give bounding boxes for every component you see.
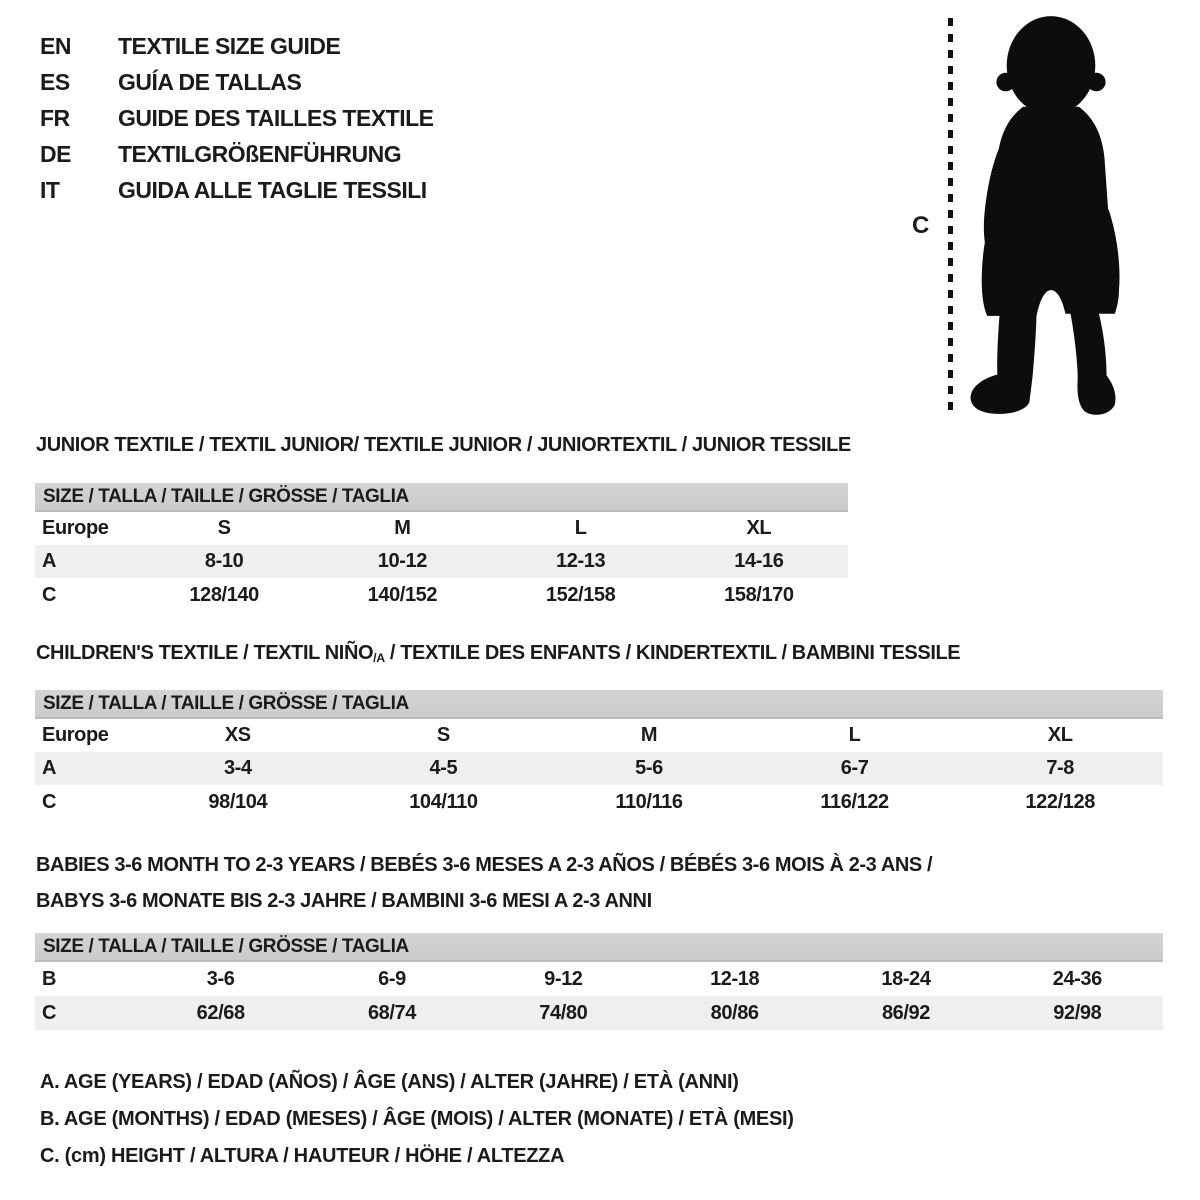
table-cell: 98/104 bbox=[208, 790, 268, 813]
table-cell: 62/68 bbox=[196, 1001, 245, 1024]
table-cell: 158/170 bbox=[724, 583, 794, 606]
table-cell: L bbox=[574, 517, 587, 539]
language-title: TEXTILE SIZE GUIDE bbox=[118, 33, 341, 59]
legend-item: A. AGE (YEARS) / EDAD (AÑOS) / ÂGE (ANS) / ALTER (JAHRE) / ETÀ (ANNI) bbox=[40, 1071, 739, 1093]
row-label: C bbox=[42, 583, 57, 606]
children-size-header: SIZE / TALLA / TAILLE / GRÖSSE / TAGLIA bbox=[35, 690, 1163, 719]
table-cell: 5-6 bbox=[635, 757, 663, 779]
table-cell: S bbox=[436, 724, 450, 746]
height-measure-label: C bbox=[912, 212, 929, 239]
toddler-silhouette-image bbox=[962, 12, 1140, 424]
table-cell: M bbox=[394, 517, 411, 539]
table-cell: 8-10 bbox=[204, 550, 244, 572]
children-table-title bbox=[36, 640, 960, 668]
row-label: C bbox=[42, 1001, 57, 1024]
row-label: B bbox=[42, 967, 57, 990]
table-cell: 122/128 bbox=[1025, 790, 1095, 813]
table-cell: 3-6 bbox=[206, 967, 235, 990]
table-cell: 74/80 bbox=[539, 1001, 588, 1024]
language-row bbox=[40, 172, 434, 208]
children-title-post: / TEXTILE DES ENFANTS / KINDERTEXTIL / BAMBINI TESSILE bbox=[384, 642, 961, 664]
language-row bbox=[40, 136, 434, 172]
language-code: DE bbox=[40, 141, 71, 167]
table-row bbox=[35, 996, 1163, 1030]
language-title: GUIDE DES TAILLES TEXTILE bbox=[118, 105, 434, 131]
table-cell: 12-18 bbox=[710, 967, 760, 990]
height-measure-line bbox=[948, 18, 953, 416]
table-cell: M bbox=[640, 724, 658, 746]
table-cell: 7-8 bbox=[1046, 757, 1075, 779]
babies-size-header: SIZE / TALLA / TAILLE / GRÖSSE / TAGLIA bbox=[35, 933, 1163, 962]
table-cell: 4-5 bbox=[429, 757, 458, 779]
row-label: A bbox=[42, 550, 57, 572]
table-cell: 10-12 bbox=[377, 550, 427, 572]
table-cell: 80/86 bbox=[710, 1001, 759, 1024]
row-label: Europe bbox=[42, 517, 109, 539]
table-cell: 6-7 bbox=[840, 757, 869, 779]
table-cell: 110/116 bbox=[615, 790, 683, 813]
junior-table-title: JUNIOR TEXTILE / TEXTIL JUNIOR/ TEXTILE JUNIOR / JUNIORTEXTIL / JUNIOR TESSILE bbox=[36, 434, 851, 456]
table-row bbox=[35, 719, 1163, 752]
babies-table-title-line2: BABYS 3-6 MONATE BIS 2-3 JAHRE / BAMBINI 3-6 MESI A 2-3 ANNI bbox=[36, 890, 652, 912]
row-label: C bbox=[42, 790, 57, 813]
legend-block bbox=[40, 1064, 794, 1175]
legend-item: B. AGE (MONTHS) / EDAD (MESES) / ÂGE (MOIS) / ALTER (MONATE) / ETÀ (MESI) bbox=[40, 1108, 794, 1130]
table-row bbox=[35, 578, 848, 612]
table-cell: 18-24 bbox=[881, 967, 931, 990]
table-cell: 86/92 bbox=[881, 1001, 930, 1024]
legend-item: C. (cm) HEIGHT / ALTURA / HAUTEUR / HÖHE / ALTEZZA bbox=[40, 1145, 565, 1167]
table-cell: L bbox=[848, 724, 861, 746]
table-cell: XS bbox=[224, 724, 251, 746]
babies-table-title-line1: BABIES 3-6 MONTH TO 2-3 YEARS / BEBÉS 3-6 MESES A 2-3 AÑOS / BÉBÉS 3-6 MOIS À 2-3 ANS / bbox=[36, 854, 933, 876]
language-row bbox=[40, 100, 434, 136]
table-row bbox=[35, 512, 848, 545]
language-code: FR bbox=[40, 105, 70, 131]
table-cell: 68/74 bbox=[367, 1001, 417, 1024]
table-cell: 9-12 bbox=[544, 967, 583, 990]
table-cell: 104/110 bbox=[409, 790, 478, 813]
language-code: IT bbox=[40, 177, 60, 203]
table-row bbox=[35, 752, 1163, 785]
table-cell: S bbox=[217, 517, 231, 539]
language-row bbox=[40, 28, 434, 64]
table-cell: 3-4 bbox=[223, 757, 252, 779]
language-guide-block bbox=[40, 28, 434, 208]
table-cell: 12-13 bbox=[556, 550, 606, 572]
table-cell: 128/140 bbox=[189, 583, 259, 606]
children-title-pre: CHILDREN'S TEXTILE / TEXTIL NIÑO bbox=[36, 642, 374, 664]
table-cell: 24-36 bbox=[1052, 967, 1102, 990]
table-row bbox=[35, 545, 848, 578]
language-code: EN bbox=[40, 33, 71, 59]
language-row bbox=[40, 64, 434, 100]
row-label: A bbox=[42, 757, 57, 779]
table-cell: 140/152 bbox=[367, 583, 438, 606]
table-cell: XL bbox=[1047, 724, 1073, 746]
language-title: GUIDA ALLE TAGLIE TESSILI bbox=[118, 177, 427, 203]
table-row bbox=[35, 785, 1163, 819]
row-label: Europe bbox=[42, 724, 109, 746]
table-cell: XL bbox=[746, 517, 772, 539]
junior-size-header: SIZE / TALLA / TAILLE / GRÖSSE / TAGLIA bbox=[35, 483, 848, 512]
language-title: GUÍA DE TALLAS bbox=[118, 69, 302, 95]
language-title: TEXTILGRÖßENFÜHRUNG bbox=[118, 141, 402, 167]
language-code: ES bbox=[40, 69, 70, 95]
table-cell: 152/158 bbox=[545, 583, 616, 606]
table-cell: 6-9 bbox=[378, 967, 406, 990]
table-row bbox=[35, 962, 1163, 996]
table-cell: 116/122 bbox=[820, 790, 889, 813]
children-title-sub: /A bbox=[373, 650, 385, 665]
table-cell: 14-16 bbox=[734, 550, 784, 572]
table-cell: 92/98 bbox=[1053, 1001, 1102, 1024]
